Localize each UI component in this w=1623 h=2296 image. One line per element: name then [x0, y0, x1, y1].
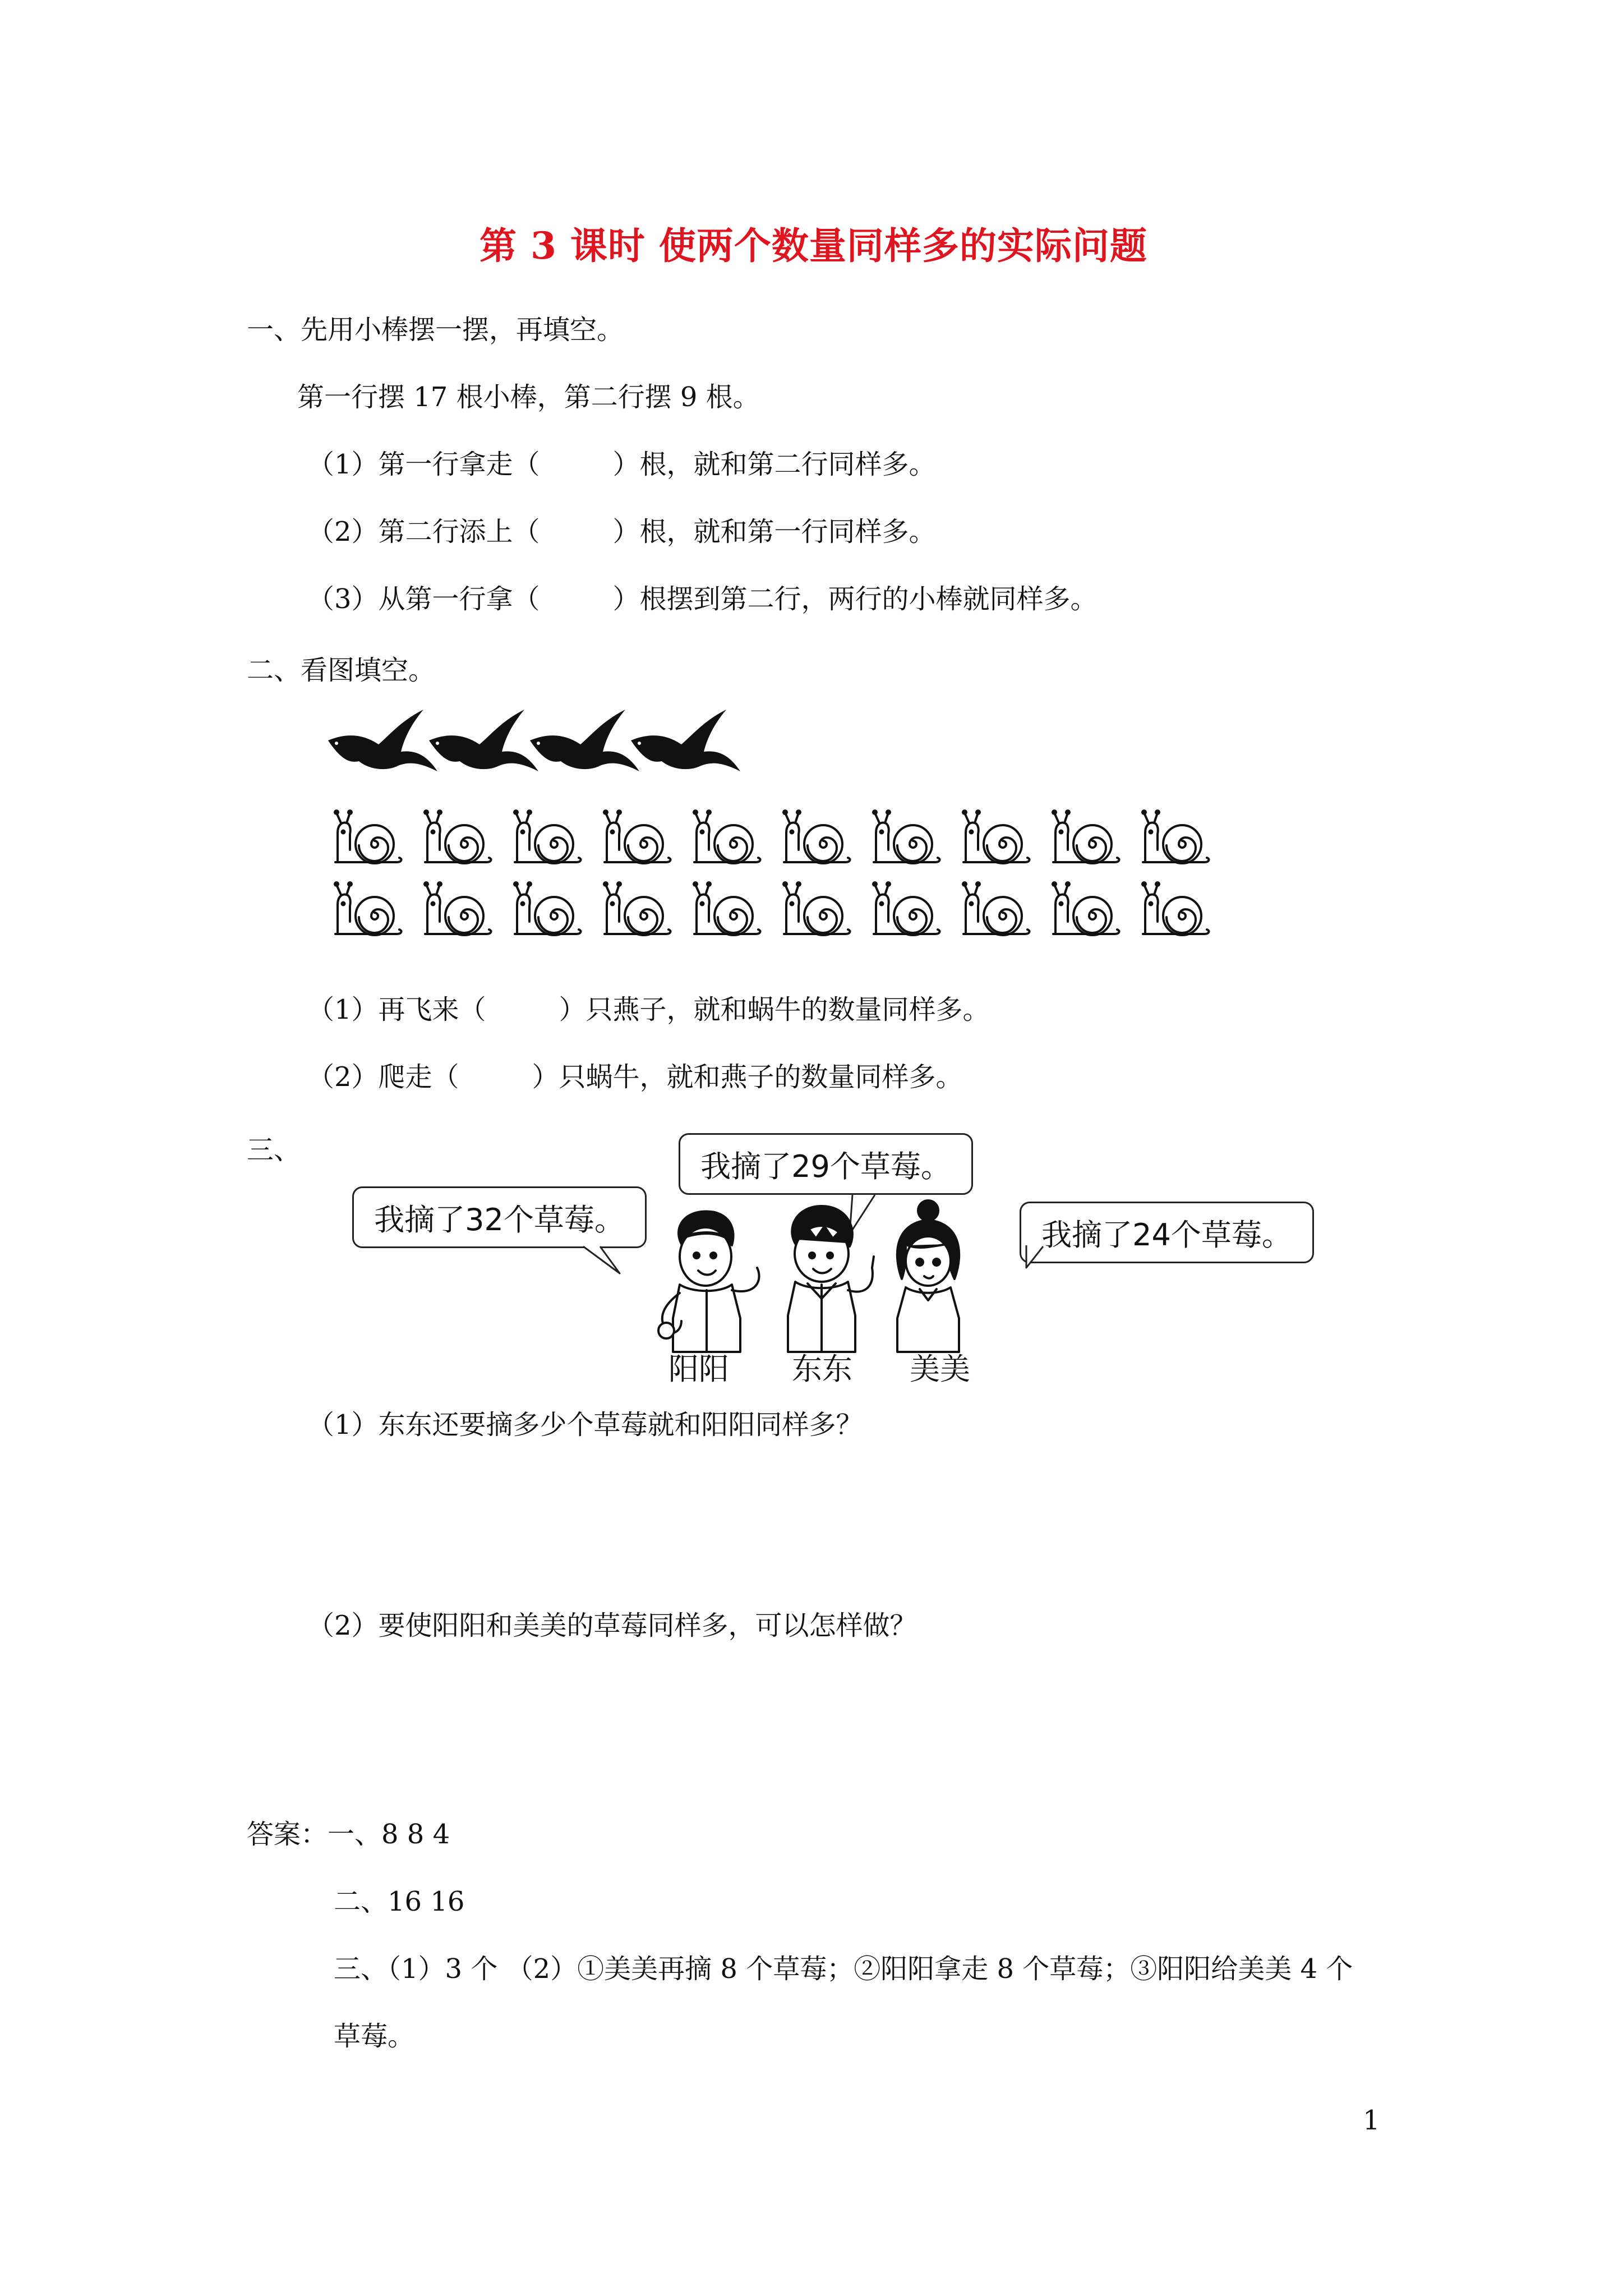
answers-line-4: 草莓。 — [334, 2021, 415, 2052]
snail-icon — [1053, 811, 1119, 863]
page-title: 第 3 课时 使两个数量同样多的实际问题 — [479, 224, 1147, 268]
meimei-figure — [897, 1200, 959, 1352]
snail-icon — [873, 882, 939, 935]
q1-item-2: （2）第二行添上（ ）根，就和第一行同样多。 — [307, 516, 936, 547]
snail-icon — [783, 882, 850, 935]
swallow-icon — [631, 710, 740, 771]
snail-icon — [1053, 882, 1119, 935]
snail-icon — [694, 882, 760, 935]
snail-icon — [604, 811, 670, 863]
snail-icon — [514, 811, 580, 863]
q3-item-1: （1）东东还要摘多少个草莓就和阳阳同样多？ — [307, 1409, 863, 1441]
snails-illustration — [325, 805, 1223, 951]
q3-item-2: （2）要使阳阳和美美的草莓同样多，可以怎样做？ — [307, 1610, 917, 1641]
answers-line-3: 三、（1）3 个 （2）①美美再摘 8 个草莓；②阳阳拿走 8 个草莓；③阳阳给美美 4 个 — [334, 1953, 1353, 1985]
snail-icon — [963, 882, 1029, 935]
answers-line-1: 答案：一、8 8 4 — [247, 1819, 450, 1850]
name-meimei: 美美 — [910, 1351, 970, 1387]
q3-heading: 三、 — [247, 1134, 301, 1166]
q2-item-2: （2）爬走（ ）只蜗牛，就和燕子的数量同样多。 — [307, 1061, 963, 1093]
snail-icon — [873, 811, 939, 863]
answers-line-2: 二、16 16 — [334, 1886, 465, 1917]
name-yangyang: 阳阳 — [668, 1351, 729, 1387]
swallow-icon — [429, 710, 538, 771]
snail-icon — [604, 882, 670, 935]
snail-icon — [514, 882, 580, 935]
yangyang-figure — [658, 1211, 759, 1352]
page-number: 1 — [1363, 2105, 1380, 2136]
speech-bubble-dongdong: 我摘了29个草莓。 — [679, 1133, 973, 1195]
swallow-icon — [328, 710, 437, 771]
snail-icon — [694, 811, 760, 863]
snail-icon — [335, 882, 401, 935]
q1-intro: 第一行摆 17 根小棒，第二行摆 9 根。 — [297, 381, 760, 413]
q1-item-1: （1）第一行拿走（ ）根，就和第二行同样多。 — [307, 449, 936, 480]
snail-icon — [425, 882, 491, 935]
speech-bubble-meimei: 我摘了24个草莓。 — [1020, 1202, 1314, 1263]
snail-icon — [1142, 811, 1209, 863]
q2-heading: 二、看图填空。 — [247, 655, 436, 686]
snail-icon — [1142, 882, 1209, 935]
dongdong-figure — [788, 1206, 874, 1352]
swallow-icon — [530, 710, 639, 771]
snail-icon — [335, 811, 401, 863]
snail-icon — [963, 811, 1029, 863]
speech-bubble-yangyang: 我摘了32个草莓。 — [352, 1186, 647, 1248]
q2-item-1: （1）再飞来（ ）只燕子，就和蜗牛的数量同样多。 — [307, 994, 990, 1025]
name-dongdong: 东东 — [792, 1351, 852, 1387]
swallows-illustration — [325, 704, 751, 794]
q1-item-3: （3）从第一行拿（ ）根摆到第二行，两行的小棒就同样多。 — [307, 583, 1098, 615]
q1-heading: 一、先用小棒摆一摆，再填空。 — [247, 314, 624, 346]
snail-icon — [783, 811, 850, 863]
snail-icon — [425, 811, 491, 863]
